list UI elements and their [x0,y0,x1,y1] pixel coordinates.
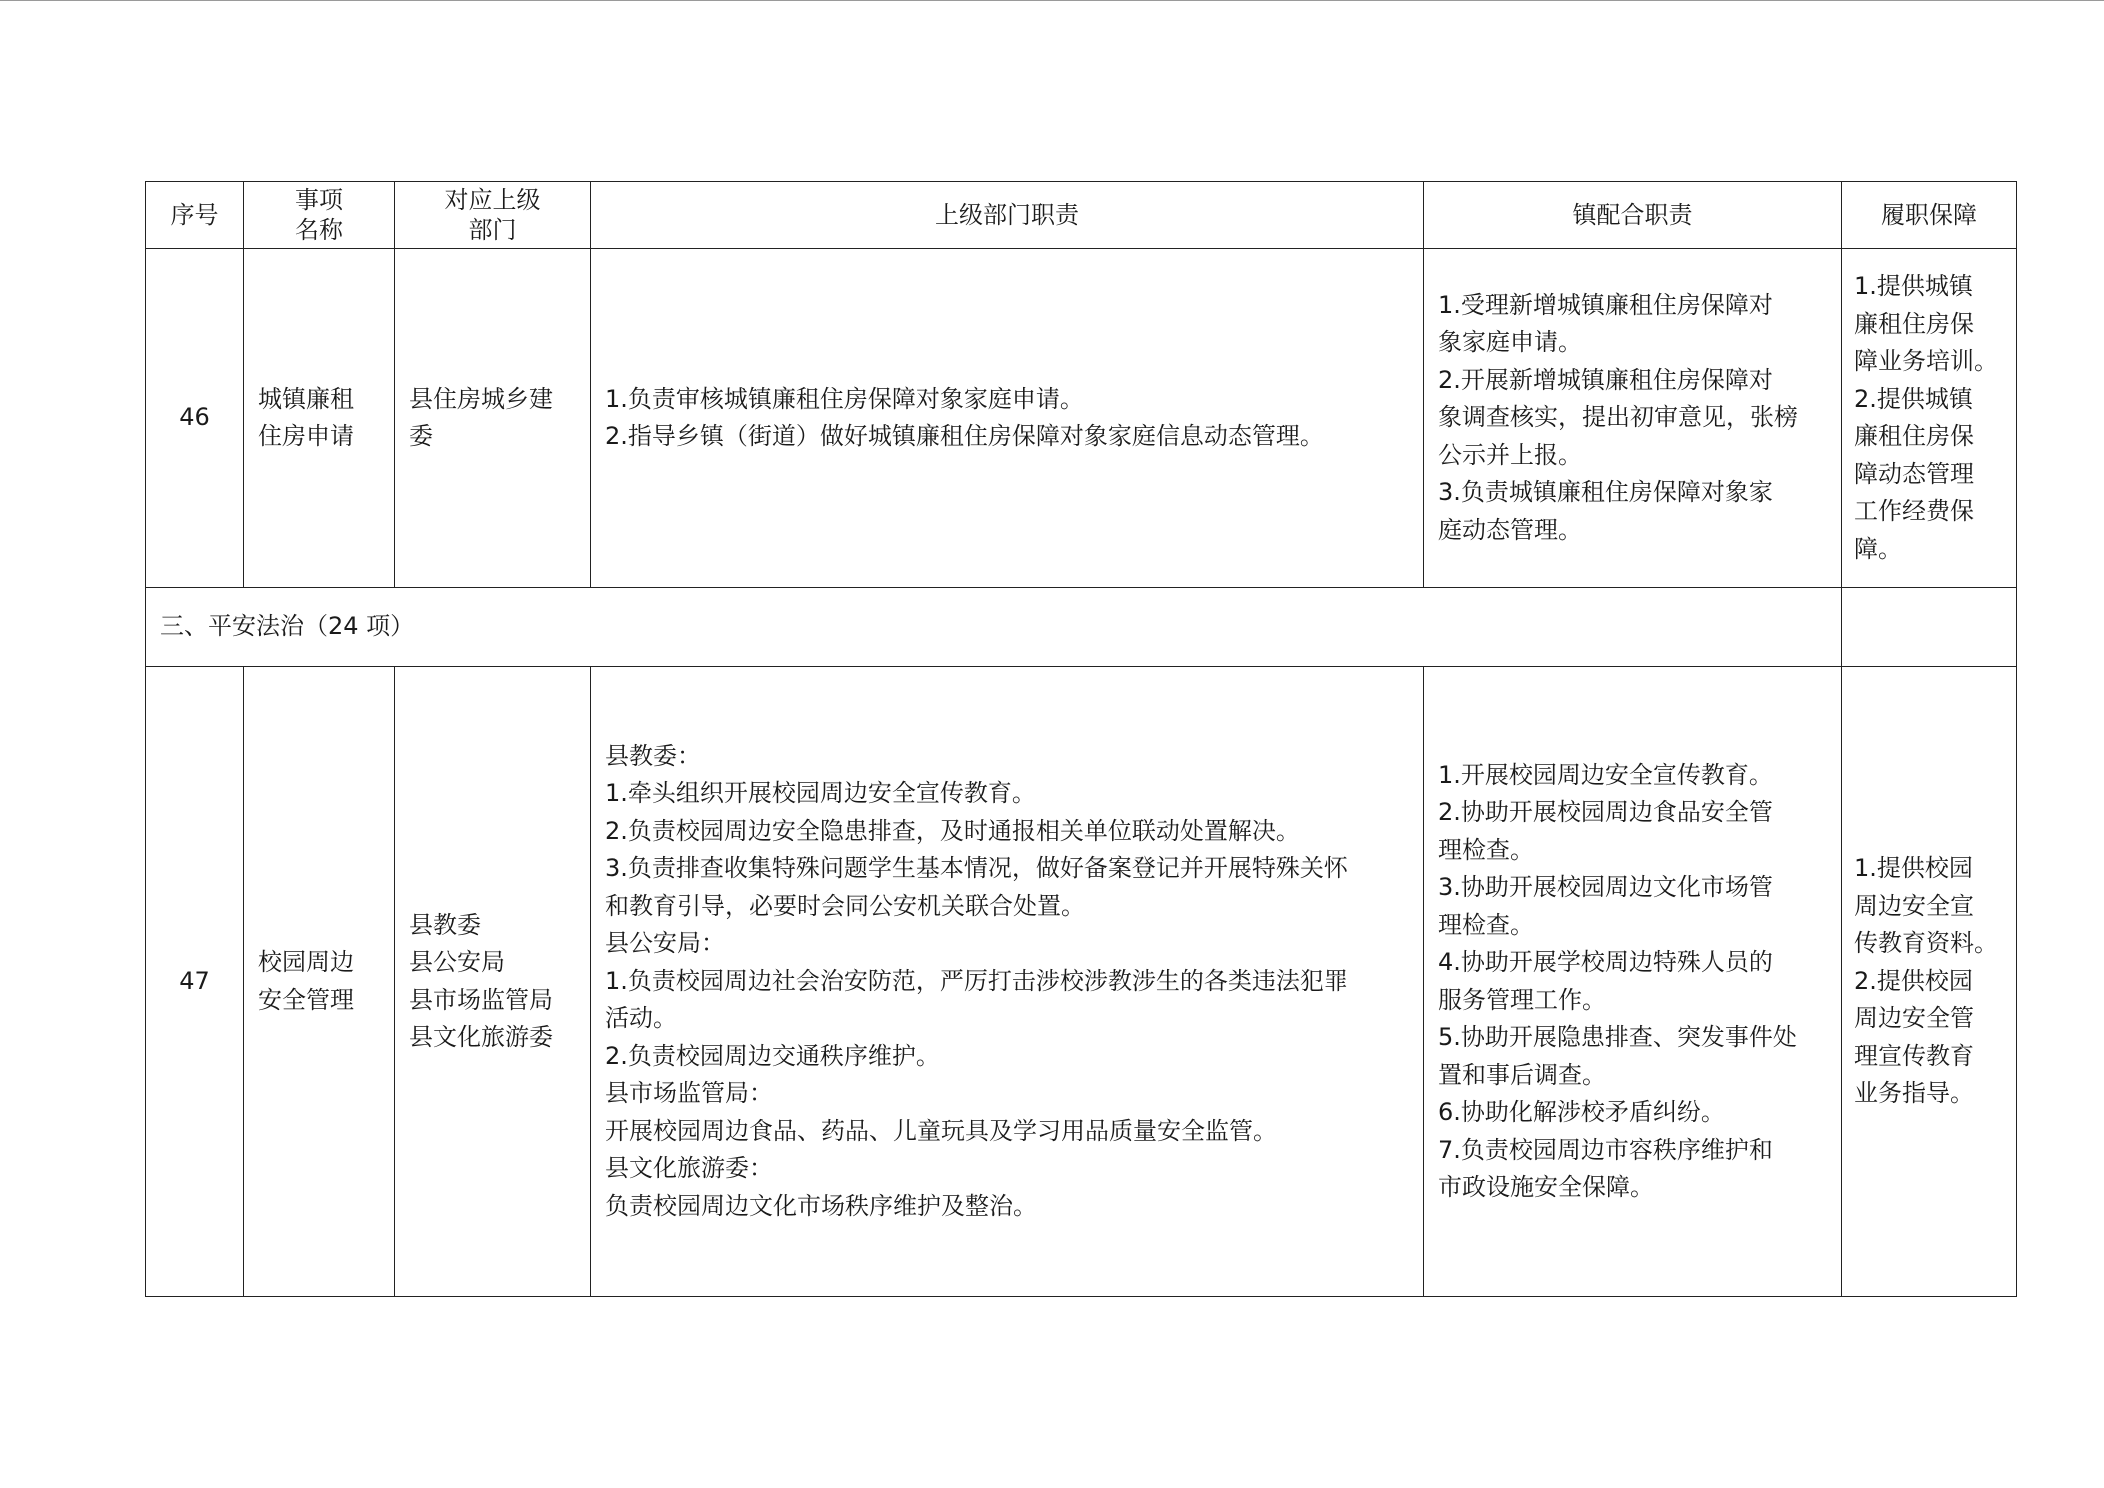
row47-town-line: 置和事后调查。 [1438,1060,1606,1089]
row47-dept-line: 县文化旅游委 [409,1023,553,1051]
row46-item-line: 住房申请 [258,422,354,450]
row46-guarantee [1842,249,2017,588]
row47-upper-line: 和教育引导，必要时会同公安机关联合处置。 [605,891,1085,920]
row46-guarantee-line: 障。 [1854,534,1902,563]
row46-dept [395,249,591,588]
header-upper-duty: 上级部门职责 [591,182,1424,249]
row47-upper-duty [591,667,1424,1297]
section-title: 三、平安法治（24 项） [146,588,1842,667]
row46-guarantee-line: 障动态管理 [1854,459,1974,488]
row47-town-line: 4.协助开展学校周边特殊人员的 [1438,948,1773,976]
row47-town-line: 理检查。 [1438,835,1534,864]
row46-item-line: 城镇廉租 [258,384,354,413]
row46-upper-line: 2.指导乡镇（街道）做好城镇廉租住房保障对象家庭信息动态管理。 [605,422,1324,450]
row47-upper-line: 2.负责校园周边安全隐患排查，及时通报相关单位联动处置解决。 [605,816,1300,845]
header-dept-line2: 部门 [468,216,517,244]
row47-town-duty [1424,667,1842,1297]
row47-town-line: 5.协助开展隐患排查、突发事件处 [1438,1023,1797,1051]
row46-town-line: 公示并上报。 [1438,440,1582,469]
row47-item-line: 安全管理 [258,985,354,1014]
row46-upper-duty [591,249,1424,588]
row46-town-line: 1.受理新增城镇廉租住房保障对 [1438,290,1773,319]
header-item-line1: 事项 [295,186,343,214]
row47-upper-line: 县公安局： [605,929,725,958]
row46-town-line: 庭动态管理。 [1438,515,1582,544]
row47-dept-line: 县教委 [409,910,481,939]
row47-upper-line: 1.牵头组织开展校园周边安全宣传教育。 [605,779,1036,808]
row47-town-line: 2.协助开展校园周边食品安全管 [1438,798,1773,826]
row47-town-line: 1.开展校园周边安全宣传教育。 [1438,760,1773,789]
row46-no: 46 [146,249,244,588]
row47-upper-line: 3.负责排查收集特殊问题学生基本情况，做好备案登记并开展特殊关怀 [605,854,1348,883]
row47-guarantee-line: 传教育资料。 [1854,929,1998,958]
header-town-duty: 镇配合职责 [1424,182,1842,249]
header-item-name [244,182,395,249]
row46-item [244,249,395,588]
row47-upper-line: 2.负责校园周边交通秩序维护。 [605,1041,940,1070]
row47-town-line: 理检查。 [1438,910,1534,939]
row46-town-line: 2.开展新增城镇廉租住房保障对 [1438,365,1773,394]
row47-dept-line: 县市场监管局 [409,985,553,1014]
row47-guarantee-line: 周边安全管 [1854,1004,1974,1033]
row47-upper-line: 负责校园周边文化市场秩序维护及整治。 [605,1191,1037,1220]
row46-guarantee-line: 障业务培训。 [1854,347,1998,375]
row47-town-line: 市政设施安全保障。 [1438,1173,1654,1201]
row46-guarantee-line: 廉租住房保 [1854,422,1974,450]
table-row-46 [146,249,2017,588]
row46-guarantee-line: 2.提供城镇 [1854,384,1973,413]
header-dept-line1: 对应上级 [444,186,541,214]
row47-guarantee-line: 2.提供校园 [1854,966,1973,995]
row47-upper-line: 1.负责校园周边社会治安防范，严厉打击涉校涉教涉生的各类违法犯罪 [605,966,1348,995]
row47-upper-line: 县教委： [605,741,701,770]
row46-guarantee-line: 廉租住房保 [1854,309,1974,338]
row47-item-line: 校园周边 [258,948,354,976]
row46-upper-line: 1.负责审核城镇廉租住房保障对象家庭申请。 [605,384,1084,413]
row46-town-line: 象调查核实，提出初审意见，张榜 [1438,403,1798,432]
row47-guarantee-line: 周边安全宣 [1854,891,1974,920]
page-top-border [0,0,2104,1]
row46-town-duty [1424,249,1842,588]
row47-dept-line: 县公安局 [409,948,505,976]
row47-guarantee-line: 1.提供校园 [1854,854,1973,883]
row47-town-line: 3.协助开展校园周边文化市场管 [1438,873,1773,901]
header-dept [395,182,591,249]
row47-town-line: 服务管理工作。 [1438,985,1606,1014]
row46-guarantee-line: 1.提供城镇 [1854,272,1973,300]
table-row-47 [146,667,2017,1297]
row47-upper-line: 活动。 [605,1004,677,1033]
row46-dept-line: 委 [409,422,433,450]
row46-dept-line: 县住房城乡建 [409,384,553,413]
row47-upper-line: 县文化旅游委： [605,1154,773,1183]
header-row [146,182,2017,249]
header-item-line2: 名称 [295,216,343,244]
header-guarantee: 履职保障 [1842,182,2017,249]
row47-upper-line: 开展校园周边食品、药品、儿童玩具及学习用品质量安全监管。 [605,1116,1277,1145]
section-row-3 [146,588,2017,667]
row47-guarantee [1842,667,2017,1297]
row47-dept [395,667,591,1297]
row47-no: 47 [146,667,244,1297]
header-no: 序号 [146,182,244,249]
row47-town-line: 7.负责校园周边市容秩序维护和 [1438,1135,1773,1164]
row47-upper-line: 县市场监管局： [605,1079,773,1108]
responsibility-table [145,181,2017,1297]
row47-town-line: 6.协助化解涉校矛盾纠纷。 [1438,1098,1725,1126]
row47-guarantee-line: 业务指导。 [1854,1079,1974,1108]
row46-town-line: 3.负责城镇廉租住房保障对象家 [1438,478,1773,507]
row47-guarantee-line: 理宣传教育 [1854,1041,1974,1070]
section-empty-cell [1842,588,2017,667]
row46-town-line: 象家庭申请。 [1438,328,1582,357]
row46-guarantee-line: 工作经费保 [1854,497,1974,525]
row47-item [244,667,395,1297]
